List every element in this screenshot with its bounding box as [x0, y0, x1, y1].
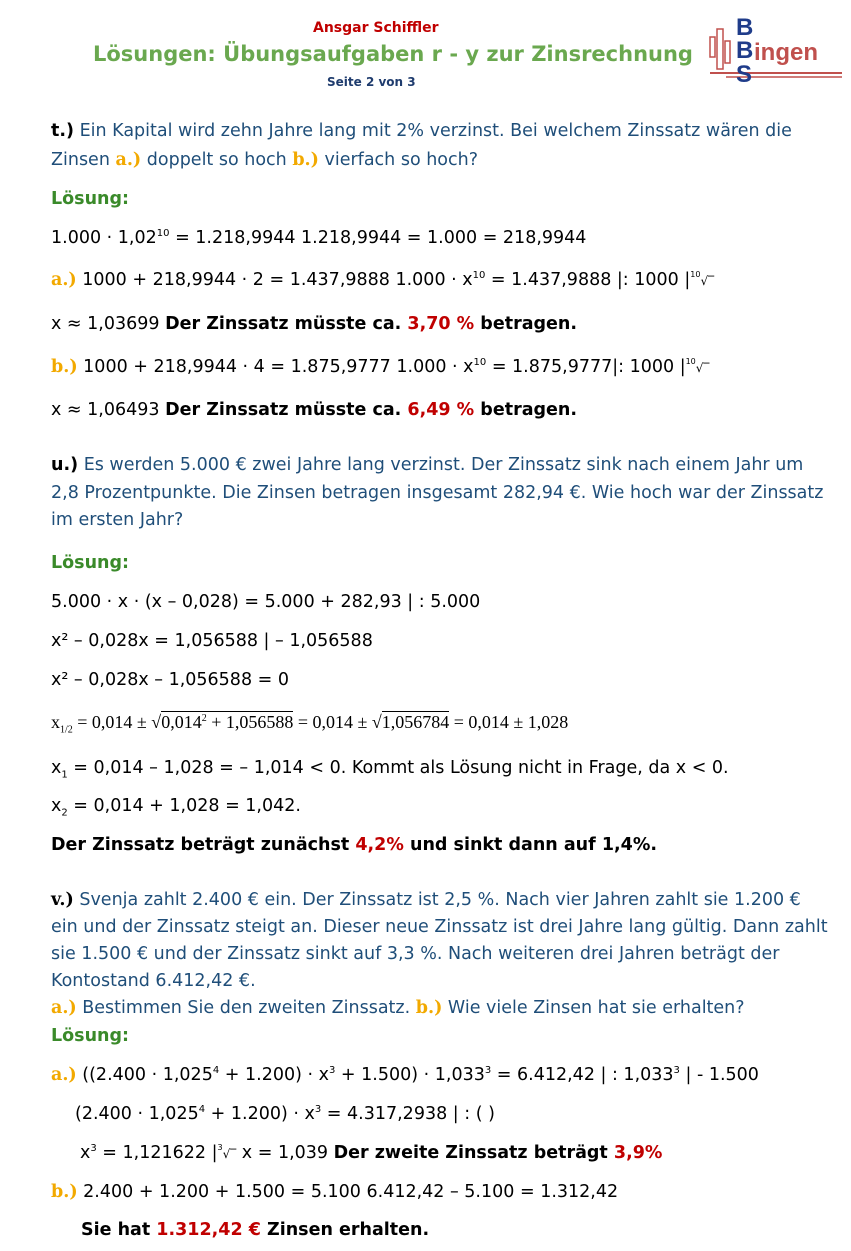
solution-heading-v: Lösung: [51, 1026, 130, 1046]
t-calc-line1 [51, 228, 586, 248]
u-conclusion [51, 835, 657, 855]
v-a2a: (2.400 · 1,025 [75, 1104, 199, 1124]
u-l4-x: x [51, 712, 60, 732]
question-v-line1 [51, 890, 801, 910]
v-a-line3 [80, 1143, 662, 1163]
question-label-t: t.) [51, 121, 75, 141]
question-label-v: v.) [51, 890, 74, 910]
logo-letter-s: S [736, 61, 753, 88]
question-t-text: Ein Kapital wird zehn Jahre lang mit 2% verzinst. Bei welchem Zinssatz wären die [79, 121, 792, 141]
logo-letter-b1: B [736, 14, 754, 41]
t-a-label: a.) [51, 270, 77, 290]
t-l1b: = 1.218,9944 1.218,9944 = 1.000 = 218,9944 [169, 228, 587, 248]
subpart-a-label: a.) [115, 150, 142, 170]
v-a-line1 [51, 1065, 759, 1085]
v-a-line2 [75, 1104, 495, 1124]
v-a3c: x = 1,039 [236, 1143, 334, 1163]
question-u-line3: im ersten Jahr? [51, 510, 184, 530]
page-number: Seite 2 von 3 [327, 75, 416, 89]
v-a3-value: 3,9% [613, 1143, 663, 1163]
t-a-line2: = 1.437,9888 |: 1000 | [485, 270, 691, 290]
t-value-b: 6,49 % [407, 400, 475, 420]
bbs-bingen-logo [706, 14, 846, 92]
root-icon: $^3$√‾ [217, 1143, 237, 1161]
t-b-label: b.) [51, 357, 78, 377]
v-a1a: ((2.400 · 1,025 [76, 1065, 213, 1085]
u-l5sub: 1 [61, 769, 68, 781]
u-l4-d: = 0,014 ± √ [293, 712, 382, 732]
question-label-u: u.) [51, 455, 79, 475]
v-a1e1: 4 [212, 1065, 220, 1077]
v-a2e1: 4 [198, 1104, 206, 1116]
question-u-line2: 2,8 Prozentpunkte. Die Zinsen betragen insgesamt 282,94 €. Wie hoch war der Zinssatz [51, 483, 824, 503]
u-line6 [51, 796, 301, 819]
t-text-b: Der Zinssatz müsste ca. [165, 400, 408, 420]
question-u-line1 [51, 455, 803, 475]
u-l4-e: 1,056784 [381, 712, 450, 732]
v-a1e2: 3 [328, 1065, 336, 1077]
t-a-exponent: 10 [472, 270, 486, 282]
t-result-a [51, 314, 577, 334]
v-a2e2: 3 [314, 1104, 322, 1116]
t-x-a: x ≈ 1,03699 [51, 314, 166, 334]
question-v-line5 [51, 998, 745, 1018]
t-calc-b [51, 357, 709, 377]
v-a3e: 3 [90, 1143, 97, 1155]
u-l4-b-exp: 2 [201, 713, 207, 724]
t-l1a: 1.000 · 1,02 [51, 228, 157, 248]
logo-letter-b2: B [736, 37, 754, 64]
question-t-text3: doppelt so hoch [141, 150, 293, 170]
question-u-text1: Es werden 5.000 € zwei Jahre lang verzinst. Der Zinssatz sink nach einem Jahr um [83, 455, 804, 475]
u-l5b: = 0,014 – 1,028 = – 1,014 < 0. Kommt als Lösung nicht in Frage, da x < 0. [67, 758, 729, 778]
v-b1-label: b.) [51, 1182, 78, 1202]
u-conc-a: Der Zinssatz beträgt zunächst [51, 835, 356, 855]
v-b-line2 [81, 1220, 429, 1240]
v-q5b: Wie viele Zinsen hat sie erhalten? [442, 998, 745, 1018]
v-a1e3: 3 [484, 1065, 492, 1077]
u-line2: x² – 0,028x = 1,056588 | – 1,056588 [51, 631, 373, 651]
v-a2c: = 4.317,2938 | : ( ) [321, 1104, 495, 1124]
v-a1b: + 1.200) · x [219, 1065, 329, 1085]
t-end-a: betragen. [474, 314, 578, 334]
question-v-text1: Svenja zahlt 2.400 € ein. Der Zinssatz ist 2,5 %. Nach vier Jahren zahlt sie 1.200 € [73, 890, 801, 910]
question-v-line3: sie 1.500 € und der Zinssatz sinkt auf 3,3 %. Nach weiteren drei Jahren beträgt der [51, 944, 780, 964]
v-b2b: Zinsen erhalten. [260, 1220, 430, 1240]
v-b2a: Sie hat [81, 1220, 157, 1240]
v-b2-value: 1.312,42 € [156, 1220, 261, 1240]
v-a1d: = 6.412,42 | : 1,033 [491, 1065, 674, 1085]
root-index: 10 [685, 357, 696, 366]
root-icon: $^{10}$√‾ [690, 270, 715, 288]
v-a1-label: a.) [51, 1065, 77, 1085]
v-a2b: + 1.200) · x [205, 1104, 315, 1124]
u-l4-a: = 0,014 ± √ [72, 712, 162, 732]
t-text-a: Der Zinssatz müsste ca. [165, 314, 408, 334]
u-line5 [51, 758, 729, 781]
u-l4-sub: 1/2 [60, 724, 73, 736]
question-t-line1 [51, 121, 792, 141]
u-l4-c: + 1,056588 [206, 712, 294, 732]
t-result-b [51, 400, 577, 420]
v-a3d: Der zweite Zinssatz beträgt [333, 1143, 614, 1163]
page-title: Lösungen: Übungsaufgaben r - y zur Zinsrechnung [93, 42, 693, 66]
t-x-b: x ≈ 1,06493 [51, 400, 166, 420]
u-l6sub: 2 [61, 807, 68, 819]
v-a3a: x [80, 1143, 91, 1163]
t-b-exponent: 10 [473, 357, 487, 369]
u-line4-formula [51, 712, 569, 736]
v-b-line1 [51, 1182, 618, 1202]
u-l6b: = 0,014 + 1,028 = 1,042. [67, 796, 301, 816]
solution-heading-t: Lösung: [51, 189, 130, 209]
t-a-line: 1000 + 218,9944 · 2 = 1.437,9888 1.000 · x [76, 270, 473, 290]
solution-heading-u: Lösung: [51, 553, 130, 573]
subpart-b-label: b.) [292, 150, 319, 170]
u-l4-f: = 0,014 ± 1,028 [449, 712, 569, 732]
t-calc-a [51, 270, 714, 290]
author-name: Ansgar Schiffler [313, 20, 439, 36]
question-v-line4: Kontostand 6.412,42 €. [51, 971, 256, 991]
u-conc-value: 4,2% [355, 835, 404, 855]
v-a1f: | - 1.500 [679, 1065, 759, 1085]
logo-word: ingen [754, 39, 818, 66]
t-value-a: 3,70 % [407, 314, 475, 334]
t-b-line: 1000 + 218,9944 · 4 = 1.875,9777 1.000 · x [77, 357, 474, 377]
root-icon: $^{10}$√‾ [685, 357, 710, 375]
u-line1: 5.000 · x · (x – 0,028) = 5.000 + 282,93 | : 5.000 [51, 592, 481, 612]
t-end-b: betragen. [474, 400, 578, 420]
t-l1-exponent: 10 [156, 228, 170, 240]
u-conc-b: und sinkt dann auf 1,4%. [403, 835, 658, 855]
v-q5a: Bestimmen Sie den zweiten Zinssatz. [76, 998, 416, 1018]
v-a1c: + 1.500) · 1,033 [335, 1065, 485, 1085]
t-b-line2: = 1.875,9777|: 1000 | [486, 357, 686, 377]
v-b-label: b.) [415, 998, 443, 1018]
v-a3b: = 1,121622 | [96, 1143, 218, 1163]
v-a-label: a.) [51, 998, 77, 1018]
u-l4-b: 0,014 [161, 712, 202, 732]
u-line3: x² – 0,028x – 1,056588 = 0 [51, 670, 290, 690]
u-l6a: x [51, 796, 62, 816]
u-l5a: x [51, 758, 62, 778]
question-t-text2: Zinsen [51, 150, 116, 170]
question-v-line2: ein und der Zinssatz steigt an. Dieser neue Zinssatz ist drei Jahre lang gültig. Dann zahlt [51, 917, 828, 937]
v-a1e4: 3 [673, 1065, 680, 1077]
root-index: 10 [690, 270, 701, 279]
v-b1: 2.400 + 1.200 + 1.500 = 5.100 6.412,42 – 5.100 = 1.312,42 [77, 1182, 619, 1202]
question-t-text4: vierfach so hoch? [318, 150, 479, 170]
question-t-line2 [51, 150, 478, 170]
v-root-index: 3 [217, 1143, 223, 1152]
